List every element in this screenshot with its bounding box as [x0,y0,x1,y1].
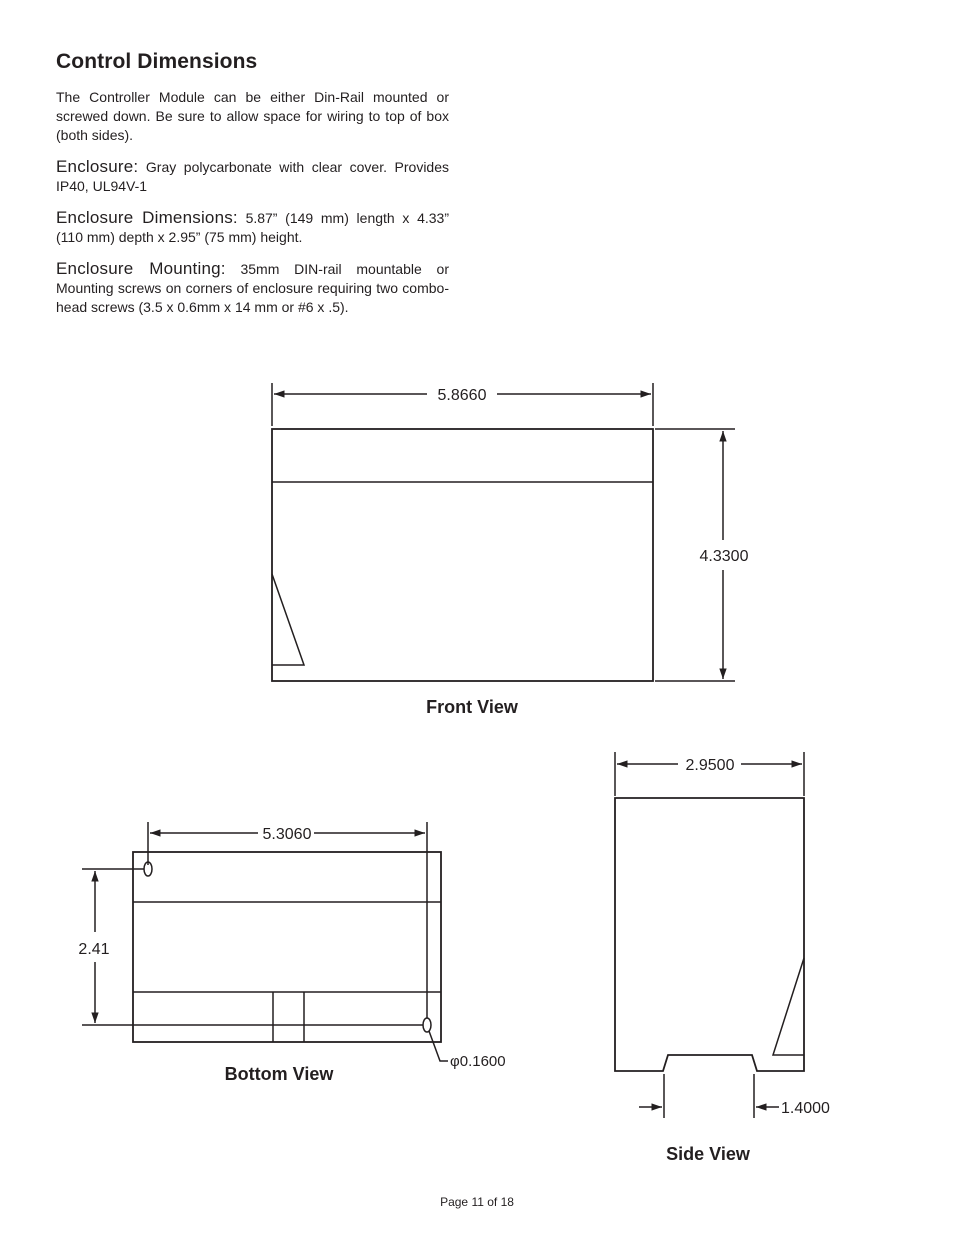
side-depth-label: 2.9500 [685,757,735,774]
spec-label: Enclosure: [56,157,139,176]
side-view [615,752,830,1164]
bottom-hole-label: φ0.1600 [450,1053,506,1070]
page-title: Control Dimensions [56,50,258,73]
bottom-offset-label: 2.41 [78,941,110,958]
front-view [272,383,749,717]
front-width-label: 5.8660 [437,387,487,404]
intro-paragraph: The Controller Module can be either Din-Rail mounted or screwed down. Be sure to allow space for wiring to top of box (both sides). [56,89,449,143]
side-slot-label: 1.4000 [781,1100,830,1117]
spec-label: Enclosure Mounting: [56,259,226,278]
bottom-span-label: 5.3060 [262,826,312,843]
spec-text: Gray polycarbonate with clear cover. Provides IP40, UL94V-1 [56,159,449,194]
bottom-view-caption: Bottom View [224,1064,334,1084]
front-height-label: 4.3300 [699,548,749,565]
bottom-view [78,822,505,1084]
page-footer: Page 11 of 18 [440,1195,514,1209]
spec-text: 35mm DIN-rail mountable or Mounting screws on corners of enclosure requiring two combo-head screws (3.5 x 0.6mm x 14 mm or #6 x .5). [56,261,450,315]
spec-text: 5.87” (149 mm) length x 4.33” (110 mm) depth x 2.95” (75 mm) height. [56,210,450,245]
front-view-caption: Front View [426,697,518,717]
side-view-caption: Side View [666,1144,750,1164]
spec-label: Enclosure Dimensions: [56,208,238,227]
